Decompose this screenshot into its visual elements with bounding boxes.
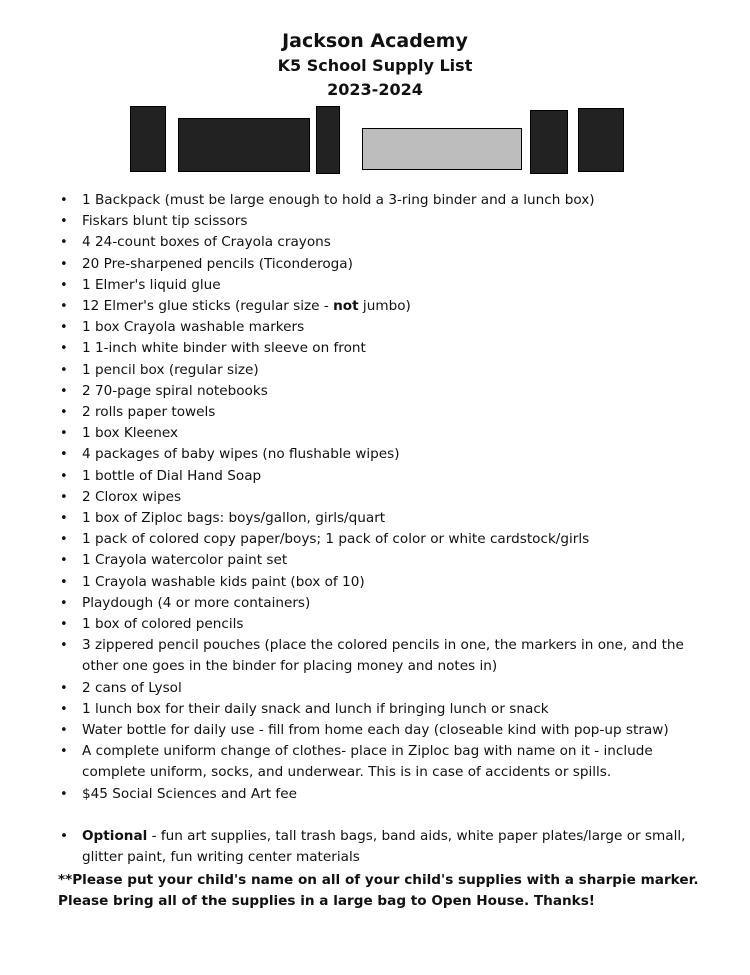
markers-image [578, 108, 624, 172]
closing-note [58, 870, 728, 912]
list-item: • 2 70-page spiral notebooks [60, 381, 720, 402]
list-item: • 1 Crayola watercolor paint set [60, 550, 720, 571]
crayons-image [530, 110, 568, 174]
list-item: • 2 Clorox wipes [60, 487, 720, 508]
list-item: • Playdough (4 or more containers) [60, 593, 720, 614]
list-item: • 1 box of Ziploc bags: boys/gallon, girls/quart [60, 508, 720, 529]
scissors-image [130, 106, 166, 172]
school-year: 2023-2024 [327, 80, 423, 99]
list-item: • $45 Social Sciences and Art fee [60, 784, 720, 805]
watercolor-image [362, 128, 522, 170]
list-item: • 1 Elmer's liquid glue [60, 275, 720, 296]
list-item: • Water bottle for daily use - fill from home each day (closeable kind with pop-up straw) [60, 720, 720, 741]
list-item: • 1 Crayola washable kids paint (box of 10) [60, 572, 720, 593]
list-item: • 1 box Crayola washable markers [60, 317, 720, 338]
optional-label: Optional [82, 828, 148, 844]
list-item: • 1 Backpack (must be large enough to hold a 3-ring binder and a lunch box) [60, 190, 720, 211]
note-line-2: Please bring all of the supplies in a large bag to Open House. Thanks! [58, 893, 596, 910]
optional-list [60, 826, 720, 868]
kids-paint-image [178, 118, 310, 172]
list-title: K5 School Supply List [277, 56, 473, 75]
optional-text: - fun art supplies, tall trash bags, band aids, white paper plates/large or small, glitter paint, fun writing center materials [82, 828, 686, 866]
document-header [0, 28, 750, 102]
list-item: • 4 24-count boxes of Crayola crayons [60, 232, 720, 253]
supply-images [0, 106, 750, 172]
list-item: • A complete uniform change of clothes- place in Ziploc bag with name on it - include complete uniform, socks, and underwear. This is in case of accidents or spills. [60, 741, 720, 783]
note-line-1: **Please put your child's name on all of your child's supplies with a sharpie marker. [58, 872, 699, 888]
pencils-image [316, 106, 340, 174]
list-item: • 4 packages of baby wipes (no flushable wipes) [60, 444, 720, 465]
list-item: • 2 rolls paper towels [60, 402, 720, 423]
optional-item [60, 826, 720, 868]
list-item: • 1 box Kleenex [60, 423, 720, 444]
supply-list [60, 190, 720, 805]
list-item: • 2 cans of Lysol [60, 678, 720, 699]
list-item: • 3 zippered pencil pouches (place the colored pencils in one, the markers in one, and the other one goes in the binder for placing money and notes in) [60, 635, 720, 677]
list-item: • Fiskars blunt tip scissors [60, 211, 720, 232]
list-item: • 1 pencil box (regular size) [60, 360, 720, 381]
list-item-glue-sticks: • 12 Elmer's glue sticks (regular size - not jumbo) [60, 296, 720, 317]
list-item: • 1 lunch box for their daily snack and lunch if bringing lunch or snack [60, 699, 720, 720]
list-item: • 20 Pre-sharpened pencils (Ticonderoga) [60, 254, 720, 275]
school-name: Jackson Academy [282, 30, 468, 52]
list-item: • 1 1-inch white binder with sleeve on front [60, 338, 720, 359]
list-item: • 1 bottle of Dial Hand Soap [60, 466, 720, 487]
list-item: • 1 box of colored pencils [60, 614, 720, 635]
list-item: • 1 pack of colored copy paper/boys; 1 pack of color or white cardstock/girls [60, 529, 720, 550]
